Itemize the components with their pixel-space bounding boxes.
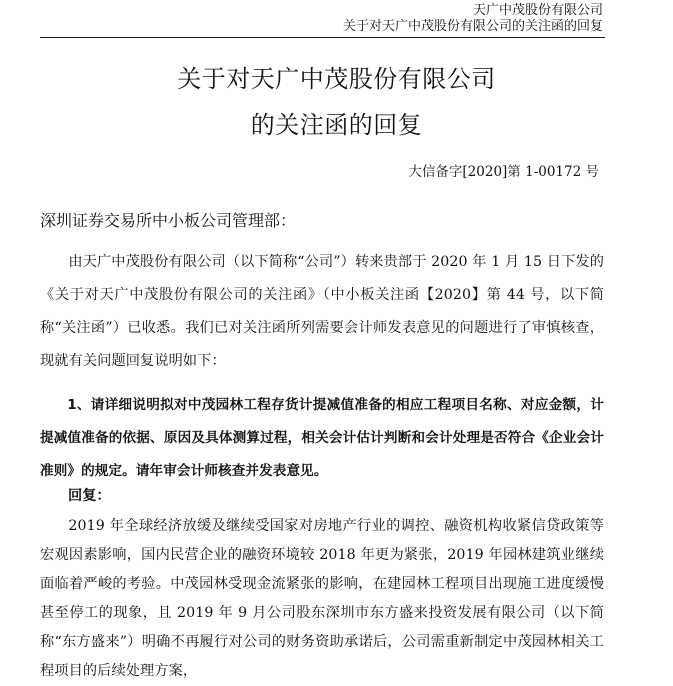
running-header-title: 关于对天广中茂股份有限公司的关注函的回复: [342, 19, 603, 34]
document-title-line1: 关于对天广中茂股份有限公司: [177, 65, 496, 93]
reply-paragraph: 2019 年全球经济放缓及继续受国家对房地产行业的调控、融资机构收紧信贷政策等宏观因素影响，国内民营企业的融资环境较 2018 年更为紧张，2019 年园林建筑业继续面临着严峻的考验。中茂园林受现金流紧张的影响，在建园林工程项目出现施工进度缓慢甚至停工的现象，且 2019 年 9 月公司股东深圳市东方盛来投资发展有限公司（以下简称“东方盛来”）明确不再履行对公司的财务资助承诺后，公司需重新制定中茂园林相关工程项目的后续处理方案，: [40, 518, 604, 679]
intro-paragraph: 由天广中茂股份有限公司（以下简称“公司”）转来贵部于 2020 年 1 月 15 日下发的《关于对天广中茂股份有限公司的关注函》（中小板关注函【2020】第 44 号，以下简称“关注函”）已收悉。我们已对关注函所列需要会计师发表意见的问题进行了审慎核查，现就有关问题回复说明如下：: [40, 254, 604, 369]
reply-label: 回复：: [68, 488, 111, 504]
running-header-company: 天广中茂股份有限公司: [472, 3, 603, 18]
document-title-line2: 的关注函的回复: [250, 111, 423, 139]
addressee: 深圳证券交易所中小板公司管理部：: [40, 211, 297, 230]
reference-number: 大信备字[2020]第 1-00172 号: [408, 164, 599, 180]
question-1: 1、请详细说明拟对中茂园林工程存货计提减值准备的相应工程项目名称、对应金额，计提减值准备的依据、原因及具体测算过程，相关会计估计判断和会计处理是否符合《企业会计准则》的规定。请年审会计师核查并发表意见。: [40, 397, 604, 479]
header-divider: [40, 37, 605, 38]
